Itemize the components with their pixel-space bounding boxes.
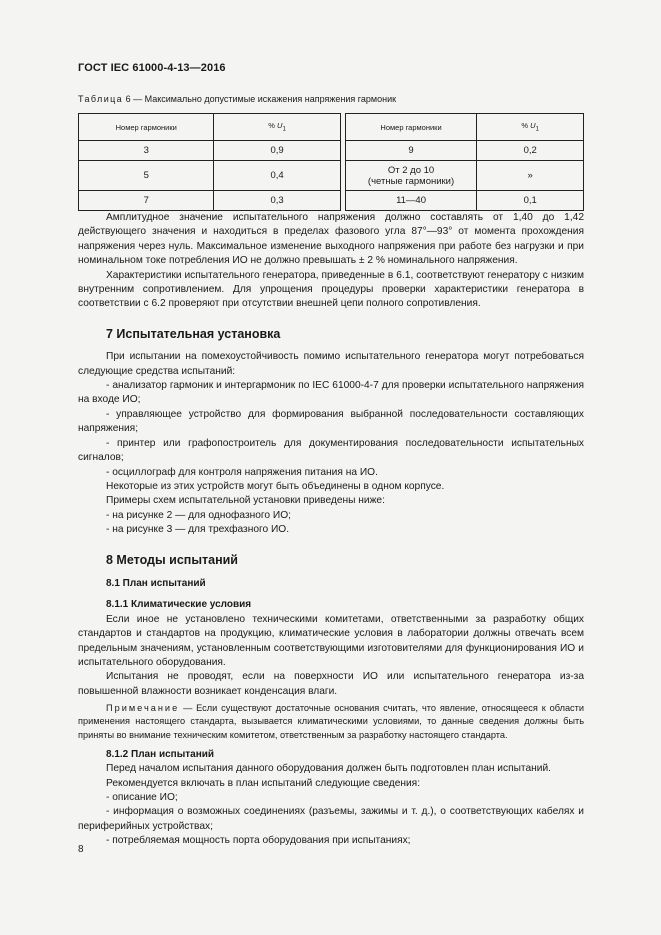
table-caption — [78, 94, 396, 104]
table-row — [79, 161, 584, 191]
paragraph: Если иное не установлено техническими комитетами, ответственными за разработку общих стандартов и стандартов на продукцию, климатические условия в лаборатории должны отвечать всем предельным значениям, установленным соответствующими изготовителями для функционирования ИО и испытательного оборудования. — [78, 613, 584, 668]
table-header-row — [79, 114, 584, 141]
table-header-cell: % $U_1$ — [214, 114, 340, 141]
paragraph: Некоторые из этих устройств могут быть объединены в одном корпусе. — [106, 480, 445, 492]
table-caption-label: Таблица — [78, 94, 124, 104]
table-header-cell: % $U_1$ — [477, 114, 584, 141]
table-cell: 7 — [79, 191, 214, 211]
paragraph: Перед началом испытания данного оборудования должен быть подготовлен план испытаний. — [106, 763, 551, 775]
paragraph: Рекомендуется включать в план испытаний следующие сведения: — [106, 777, 421, 789]
table-cell: » — [477, 161, 584, 191]
table-cell: 0,3 — [214, 191, 340, 211]
table-row — [79, 141, 584, 161]
paragraph: Характеристики испытательного генератора, приведенные в 6.1, соответствуют генератору с низким внутренним сопротивлением. Для упрощения процедуры проверки характеристики генератора в соответствии с 6.2 проверяют при отсутствии внешней цепи полного сопротивления. — [78, 269, 584, 310]
table-row — [79, 191, 584, 211]
table-cell: 0,4 — [214, 161, 340, 191]
list-item: - потребляемая мощность порта оборудования при испытаниях; — [106, 835, 411, 847]
table-cell: 5 — [79, 161, 214, 191]
note-text: — Если существуют достаточные основания считать, что явление, относящееся к области применения настоящего стандарта, вызывается климатическими условиями, то данные сведения должны быть приняты во внимание техническим комитетом, ответственным за разработку настоящего стандарта. — [78, 703, 584, 740]
document-body — [78, 211, 584, 849]
list-item: - информация о возможных соединениях (разъемы, зажимы и т. д.), о соответствующих кабелях и периферийных устройствах; — [78, 806, 584, 832]
note-label: Примечание — [106, 703, 180, 714]
table-header-cell: Номер гармоники — [345, 114, 477, 141]
table-header-cell: Номер гармоники — [79, 114, 214, 141]
paragraph: Примеры схем испытательной установки приведены ниже: — [106, 495, 385, 507]
subsection-8-1-title: 8.1 План испытаний — [106, 577, 206, 589]
note — [78, 702, 584, 742]
harmonics-table — [78, 113, 584, 211]
list-item: - управляющее устройство для формирования выбранной последовательности составляющих напряжения; — [78, 408, 584, 435]
list-item: - описание ИО; — [106, 792, 178, 804]
list-item: - анализатор гармоник и интергармоник по IEC 61000-4-7 для проверки испытательного напряжения на входе ИО; — [78, 380, 584, 406]
list-item: - на рисунке 2 — для однофазного ИО; — [106, 509, 291, 521]
document-header: ГОСТ IEC 61000-4-13—2016 — [78, 62, 226, 74]
section-7-title: 7 Испытательная установка — [106, 326, 281, 341]
paragraph: Испытания не проводят, если на поверхности ИО или испытательного генератора из-за повышенной влажности возникает конденсация влаги. — [78, 671, 584, 697]
table-caption-text: 6 — Максимально допустимые искажения напряжения гармоник — [123, 94, 397, 104]
table-cell: 0,9 — [214, 141, 340, 161]
table-cell: От 2 до 10 (четные гармоники) — [345, 161, 477, 191]
table-cell: 0,1 — [477, 191, 584, 211]
table-cell: 11—40 — [345, 191, 477, 211]
list-item: - осциллограф для контроля напряжения питания на ИО. — [106, 466, 378, 478]
table-cell: 0,2 — [477, 141, 584, 161]
list-item: - на рисунке 3 — для трехфазного ИО. — [106, 524, 290, 536]
list-item: - принтер или графопостроитель для документирования последовательности испытательных сигналов; — [78, 437, 584, 464]
paragraph: При испытании на помехоустойчивость помимо испытательного генератора могут потребоваться следующие средства испытаний: — [78, 351, 584, 377]
table-cell: 3 — [79, 141, 214, 161]
section-8-title: 8 Методы испытаний — [106, 552, 238, 567]
table-cell: 9 — [345, 141, 477, 161]
subsection-8-1-2-title: 8.1.2 План испытаний — [106, 748, 215, 760]
subsection-8-1-1-title: 8.1.1 Климатические условия — [106, 599, 252, 611]
paragraph: Амплитудное значение испытательного напряжения должно составлять от 1,40 до 1,42 действующего значения и находиться в пределах фазового угла 87°—93° от момента прохождения напряжения через нуль. Максимальное изменение выходного напряжения при работе без нагрузки и при номинальном токе потребления ИО не должно превышать ± 2 % номинального напряжения. — [78, 212, 584, 267]
page-number: 8 — [78, 844, 84, 855]
